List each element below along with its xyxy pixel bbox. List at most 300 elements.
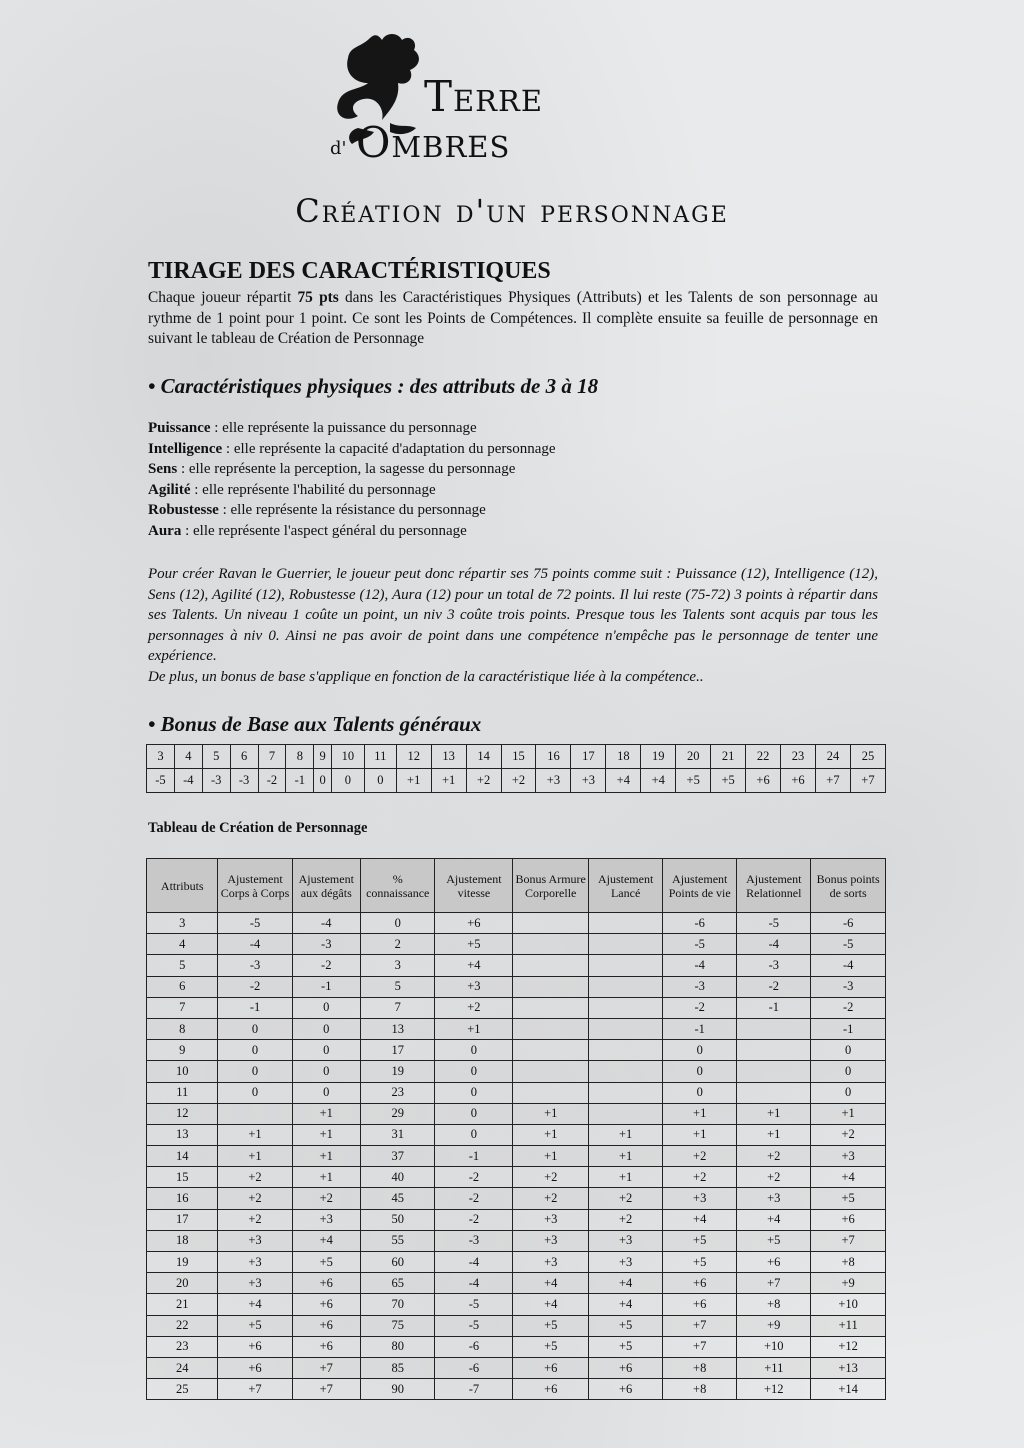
table-cell: +2	[218, 1167, 292, 1188]
bonus-score-cell: 17	[571, 745, 606, 769]
attribute-score-cell: 23	[147, 1336, 218, 1357]
table-cell: 0	[292, 1040, 360, 1061]
table-cell	[589, 1061, 663, 1082]
logo-prefix: d'	[330, 138, 347, 159]
table-cell: -2	[292, 955, 360, 976]
table-cell: +6	[292, 1315, 360, 1336]
table-cell: 7	[360, 997, 435, 1018]
table-cell: +3	[513, 1252, 589, 1273]
table-cell: +5	[292, 1252, 360, 1273]
section-heading-physical: • Caractéristiques physiques : des attributs de 3 à 18	[148, 374, 599, 398]
table-cell	[589, 976, 663, 997]
table-cell: 0	[811, 1061, 886, 1082]
table-cell: 0	[292, 1061, 360, 1082]
table-row	[147, 1336, 886, 1357]
points-total: 75 pts	[297, 289, 339, 306]
table-cell: -4	[737, 934, 811, 955]
bonus-value-cell: 0	[331, 769, 364, 793]
attribute-score-cell: 3	[147, 913, 218, 934]
table-cell: +1	[292, 1146, 360, 1167]
table-cell: +1	[218, 1124, 292, 1145]
column-header: Attributs	[147, 859, 218, 913]
table-cell: +6	[737, 1252, 811, 1273]
bonus-score-cell: 14	[466, 745, 501, 769]
bonus-score-cell: 11	[364, 745, 396, 769]
column-header: % connaissance	[360, 859, 435, 913]
table-cell: +1	[737, 1124, 811, 1145]
table-cell: +1	[513, 1124, 589, 1145]
attribute-item: Puissance : elle représente la puissance du personnage	[148, 420, 477, 436]
table-cell: -3	[435, 1230, 513, 1251]
bonus-value-cell: -3	[202, 769, 230, 793]
table-cell: +4	[513, 1273, 589, 1294]
table-cell: +1	[513, 1103, 589, 1124]
table-cell: 5	[360, 976, 435, 997]
table-cell: 31	[360, 1124, 435, 1145]
table-cell: +5	[737, 1230, 811, 1251]
bonus-value-cell: +2	[501, 769, 536, 793]
attribute-score-cell: 16	[147, 1188, 218, 1209]
table-cell: +3	[811, 1146, 886, 1167]
table-cell: +4	[292, 1230, 360, 1251]
table-cell: +14	[811, 1379, 886, 1400]
table-cell: +3	[663, 1188, 737, 1209]
attribute-score-cell: 18	[147, 1230, 218, 1251]
table-cell: +1	[589, 1167, 663, 1188]
table-cell: +6	[292, 1273, 360, 1294]
table-cell: +6	[589, 1379, 663, 1400]
example-paragraph: Pour créer Ravan le Guerrier, le joueur peut donc répartir ses 75 points comme suit : Puissance (12), Intelligence (12), Sens (12), Agilité (12), Robustesse (12), Aura (12) pour un total de 72 points. Il lui reste (75-72) 3 points à répartir dans ses Talents. Un niveau 1 coûte un point, un niv 3 coûte trois points. Presque tous les Talents sont acquis par tous les personnages à niv 0. Ainsi ne pas avoir de point dans une compétence n'empêche pas le personnage de tenter une expérience. De plus, un bonus de base s'applique en fonction de la caractéristique liée à la compétence..	[148, 566, 878, 685]
bonus-value-cell: 0	[314, 769, 332, 793]
table-cell	[513, 976, 589, 997]
table-cell: 17	[360, 1040, 435, 1061]
table-cell: -6	[435, 1336, 513, 1357]
table-cell: +4	[513, 1294, 589, 1315]
table-cell: 0	[218, 1061, 292, 1082]
attribute-score-cell: 15	[147, 1167, 218, 1188]
table-cell: +1	[218, 1146, 292, 1167]
table-cell: 70	[360, 1294, 435, 1315]
table-cell: +4	[218, 1294, 292, 1315]
table-cell: +5	[589, 1315, 663, 1336]
attribute-score-cell: 14	[147, 1146, 218, 1167]
table-cell: +4	[663, 1209, 737, 1230]
bonus-score-cell: 16	[536, 745, 571, 769]
table-cell: +12	[811, 1336, 886, 1357]
table-cell: +1	[811, 1103, 886, 1124]
table-cell: +5	[663, 1230, 737, 1251]
table-cell	[218, 1103, 292, 1124]
bonus-scores-row	[147, 745, 886, 769]
table-cell: 0	[360, 913, 435, 934]
table-cell: +6	[589, 1357, 663, 1378]
table-row	[147, 913, 886, 934]
table-cell: +5	[218, 1315, 292, 1336]
table-cell: -7	[435, 1379, 513, 1400]
table-row	[147, 1167, 886, 1188]
bonus-score-cell: 20	[676, 745, 711, 769]
bonus-score-cell: 12	[396, 745, 431, 769]
table-cell: +1	[589, 1124, 663, 1145]
table-cell: 0	[292, 1082, 360, 1103]
table-cell: -3	[811, 976, 886, 997]
table-cell: 23	[360, 1082, 435, 1103]
table-cell: +8	[663, 1357, 737, 1378]
table-cell: -1	[737, 997, 811, 1018]
table-cell: +1	[292, 1124, 360, 1145]
table-row	[147, 934, 886, 955]
table-cell	[589, 1103, 663, 1124]
table-cell: +2	[435, 997, 513, 1018]
table-cell: -6	[811, 913, 886, 934]
table-cell: -2	[811, 997, 886, 1018]
page-title: Création d'un personnage	[295, 192, 729, 230]
bonus-score-cell: 13	[431, 745, 466, 769]
attribute-score-cell: 9	[147, 1040, 218, 1061]
bonus-value-cell: +6	[746, 769, 781, 793]
table-cell: -1	[218, 997, 292, 1018]
column-header: Ajustement vitesse	[435, 859, 513, 913]
table-cell: +1	[292, 1103, 360, 1124]
bonus-score-cell: 10	[331, 745, 364, 769]
table-cell: -5	[435, 1294, 513, 1315]
column-header: Ajustement Corps à Corps	[218, 859, 292, 913]
column-header: Bonus Armure Corporelle	[513, 859, 589, 913]
table-cell: +4	[435, 955, 513, 976]
table-cell: +2	[292, 1188, 360, 1209]
table-cell: +5	[513, 1336, 589, 1357]
column-header: Ajustement Relationnel	[737, 859, 811, 913]
table-cell: +9	[737, 1315, 811, 1336]
table-cell: +4	[737, 1209, 811, 1230]
table-cell: -4	[218, 934, 292, 955]
table-cell: -2	[435, 1209, 513, 1230]
table-cell: +1	[663, 1124, 737, 1145]
table-cell	[513, 934, 589, 955]
table-cell	[737, 1082, 811, 1103]
bonus-score-cell: 9	[314, 745, 332, 769]
table-cell: 40	[360, 1167, 435, 1188]
table-cell: +9	[811, 1273, 886, 1294]
table-cell: +4	[811, 1167, 886, 1188]
bonus-score-cell: 22	[746, 745, 781, 769]
table-cell: +7	[292, 1379, 360, 1400]
table-cell: -2	[435, 1167, 513, 1188]
table-cell: 29	[360, 1103, 435, 1124]
bonus-value-cell: +7	[815, 769, 850, 793]
table-cell: -4	[811, 955, 886, 976]
table-cell: 0	[218, 1018, 292, 1039]
table-row	[147, 1209, 886, 1230]
table-row	[147, 1315, 886, 1336]
attribute-item: Sens : elle représente la perception, la sagesse du personnage	[148, 461, 516, 478]
bonus-value-cell: -1	[286, 769, 314, 793]
attribute-score-cell: 11	[147, 1082, 218, 1103]
table-cell: 0	[435, 1040, 513, 1061]
table-cell: +6	[513, 1357, 589, 1378]
table-row	[147, 1018, 886, 1039]
table-cell: +6	[218, 1357, 292, 1378]
bonus-score-cell: 18	[606, 745, 641, 769]
table-cell: -5	[218, 913, 292, 934]
table-cell	[513, 955, 589, 976]
attribute-score-cell: 21	[147, 1294, 218, 1315]
attribute-list	[148, 418, 878, 542]
bonus-score-cell: 7	[258, 745, 286, 769]
table-cell: +2	[218, 1209, 292, 1230]
table-cell: -3	[737, 955, 811, 976]
bonus-value-cell: +2	[466, 769, 501, 793]
table-cell: +7	[737, 1273, 811, 1294]
table-cell: 65	[360, 1273, 435, 1294]
table-row	[147, 1273, 886, 1294]
table-cell: +2	[218, 1188, 292, 1209]
table-cell	[589, 934, 663, 955]
table-cell: +11	[811, 1315, 886, 1336]
bonus-score-cell: 19	[641, 745, 676, 769]
table-cell: +7	[663, 1336, 737, 1357]
bonus-value-cell: -4	[174, 769, 202, 793]
table-cell: 37	[360, 1146, 435, 1167]
table-cell: +2	[589, 1209, 663, 1230]
table-row	[147, 1252, 886, 1273]
table-cell: +2	[513, 1188, 589, 1209]
table-cell: 0	[435, 1103, 513, 1124]
table-cell: +3	[589, 1230, 663, 1251]
creation-table	[146, 858, 886, 1400]
table-cell: -2	[663, 997, 737, 1018]
bonus-value-cell: +3	[536, 769, 571, 793]
section-heading-bonus: • Bonus de Base aux Talents généraux	[148, 712, 482, 736]
bonus-value-cell: +5	[676, 769, 711, 793]
table-cell: +3	[435, 976, 513, 997]
bonus-value-cell: +4	[606, 769, 641, 793]
table-row	[147, 1294, 886, 1315]
table-cell: 55	[360, 1230, 435, 1251]
bonus-value-cell: 0	[364, 769, 396, 793]
bonus-score-cell: 21	[711, 745, 746, 769]
table-cell	[589, 1040, 663, 1061]
table-cell: 75	[360, 1315, 435, 1336]
bonus-score-cell: 25	[850, 745, 885, 769]
table-cell: -4	[292, 913, 360, 934]
table-cell: -3	[663, 976, 737, 997]
logo-title-line2: Ombres	[356, 118, 511, 167]
table-cell	[513, 1082, 589, 1103]
attribute-score-cell: 13	[147, 1124, 218, 1145]
bonus-value-cell: +3	[571, 769, 606, 793]
table-cell: +10	[811, 1294, 886, 1315]
table-cell: 0	[292, 997, 360, 1018]
table-cell: 3	[360, 955, 435, 976]
bonus-value-cell: -5	[147, 769, 175, 793]
table-cell: -1	[811, 1018, 886, 1039]
table-row	[147, 1357, 886, 1378]
table-cell: -2	[435, 1188, 513, 1209]
table-cell: -4	[663, 955, 737, 976]
table-cell: 60	[360, 1252, 435, 1273]
table-cell: -4	[435, 1273, 513, 1294]
bonus-score-cell: 5	[202, 745, 230, 769]
table-cell: 0	[663, 1082, 737, 1103]
table-cell	[589, 997, 663, 1018]
logo-title-line1: Terre	[424, 72, 544, 121]
section-heading-tirage: TIRAGE DES CARACTÉRISTIQUES	[148, 258, 551, 284]
table-cell	[737, 1061, 811, 1082]
table-cell	[513, 1061, 589, 1082]
attribute-item: Aura : elle représente l'aspect général du personnage	[148, 522, 467, 539]
table-cell: -3	[292, 934, 360, 955]
attribute-score-cell: 12	[147, 1103, 218, 1124]
table-cell	[513, 913, 589, 934]
table-cell: 0	[811, 1082, 886, 1103]
table-cell	[589, 913, 663, 934]
bonus-value-cell: +1	[396, 769, 431, 793]
table-cell: 0	[435, 1061, 513, 1082]
table-cell	[589, 1082, 663, 1103]
table-cell: +2	[663, 1167, 737, 1188]
table-cell: +10	[737, 1336, 811, 1357]
bonus-value-cell: +5	[711, 769, 746, 793]
bonus-value-cell: -2	[258, 769, 286, 793]
table-cell: +5	[811, 1188, 886, 1209]
attribute-score-cell: 24	[147, 1357, 218, 1378]
table-cell: +1	[663, 1103, 737, 1124]
table-cell: +6	[663, 1273, 737, 1294]
attribute-score-cell: 22	[147, 1315, 218, 1336]
table-cell	[737, 1018, 811, 1039]
column-header: Ajustement Lancé	[589, 859, 663, 913]
bonus-values-row	[147, 769, 886, 793]
table-cell: +2	[737, 1167, 811, 1188]
bonus-value-cell: +1	[431, 769, 466, 793]
table-cell: +4	[589, 1294, 663, 1315]
bonus-score-cell: 6	[230, 745, 258, 769]
table-cell: +1	[737, 1103, 811, 1124]
table-cell: 0	[435, 1082, 513, 1103]
table-cell: +3	[218, 1273, 292, 1294]
table-cell: -1	[435, 1146, 513, 1167]
table-cell: +5	[663, 1252, 737, 1273]
table-row	[147, 1124, 886, 1145]
table-cell: -5	[663, 934, 737, 955]
table-cell: -5	[811, 934, 886, 955]
table-cell: -2	[218, 976, 292, 997]
bonus-score-cell: 8	[286, 745, 314, 769]
table-cell: +6	[292, 1294, 360, 1315]
table-cell: +7	[218, 1379, 292, 1400]
table-cell: 0	[292, 1018, 360, 1039]
table-cell: +7	[811, 1230, 886, 1251]
table-cell	[513, 1040, 589, 1061]
table-cell: +7	[292, 1357, 360, 1378]
table-cell: 0	[663, 1061, 737, 1082]
table-cell: +2	[513, 1167, 589, 1188]
table-cell: -3	[218, 955, 292, 976]
table-cell: +8	[737, 1294, 811, 1315]
table-cell: +2	[737, 1146, 811, 1167]
attribute-score-cell: 8	[147, 1018, 218, 1039]
creation-header-row	[147, 859, 886, 913]
table-row	[147, 955, 886, 976]
intro-paragraph: Chaque joueur répartit 75 pts dans les Caractéristiques Physiques (Attributs) et les Talents de son personnage au rythme de 1 point pour 1 point. Ce sont les Points de Compétences. Il complète ensuite sa feuille de personnage en suivant le tableau de Création de Personnage	[148, 289, 878, 347]
attribute-score-cell: 7	[147, 997, 218, 1018]
table-cell: +1	[513, 1146, 589, 1167]
table-cell: +3	[218, 1252, 292, 1273]
table-cell: 0	[218, 1040, 292, 1061]
table-cell: -6	[435, 1357, 513, 1378]
bonus-score-cell: 24	[815, 745, 850, 769]
table-row	[147, 997, 886, 1018]
table-cell: 90	[360, 1379, 435, 1400]
column-header: Ajustement aux dégâts	[292, 859, 360, 913]
table-cell: +11	[737, 1357, 811, 1378]
table-cell: +6	[218, 1336, 292, 1357]
table-cell: 13	[360, 1018, 435, 1039]
table-cell: +12	[737, 1379, 811, 1400]
attribute-score-cell: 25	[147, 1379, 218, 1400]
bonus-score-cell: 4	[174, 745, 202, 769]
table-cell: -5	[435, 1315, 513, 1336]
bonus-score-cell: 15	[501, 745, 536, 769]
table-cell: +6	[663, 1294, 737, 1315]
table-cell: +3	[589, 1252, 663, 1273]
table-cell: -1	[663, 1018, 737, 1039]
table-cell: -6	[663, 913, 737, 934]
table-cell: -4	[435, 1252, 513, 1273]
table-cell: +4	[589, 1273, 663, 1294]
creation-table-caption: Tableau de Création de Personnage	[148, 820, 368, 836]
table-row	[147, 1082, 886, 1103]
column-header: Bonus points de sorts	[811, 859, 886, 913]
attribute-item: Robustesse : elle représente la résistance du personnage	[148, 502, 486, 519]
bonus-value-cell: -3	[230, 769, 258, 793]
table-cell: 80	[360, 1336, 435, 1357]
bonus-score-cell: 23	[781, 745, 816, 769]
table-cell: +5	[513, 1315, 589, 1336]
bonus-value-cell: +7	[850, 769, 885, 793]
table-cell: +7	[663, 1315, 737, 1336]
bonus-value-cell: +4	[641, 769, 676, 793]
table-cell: +2	[811, 1124, 886, 1145]
attribute-item: Intelligence : elle représente la capacité d'adaptation du personnage	[148, 440, 556, 457]
table-cell	[513, 1018, 589, 1039]
table-cell: -5	[737, 913, 811, 934]
table-cell: +3	[218, 1230, 292, 1251]
table-cell	[513, 997, 589, 1018]
table-row	[147, 1188, 886, 1209]
table-cell: 45	[360, 1188, 435, 1209]
table-cell: +1	[292, 1167, 360, 1188]
attribute-score-cell: 17	[147, 1209, 218, 1230]
table-row	[147, 1103, 886, 1124]
table-cell	[737, 1040, 811, 1061]
table-cell: 50	[360, 1209, 435, 1230]
table-cell: +8	[811, 1252, 886, 1273]
table-cell: +8	[663, 1379, 737, 1400]
table-cell: +3	[737, 1188, 811, 1209]
column-header: Ajustement Points de vie	[663, 859, 737, 913]
attribute-score-cell: 4	[147, 934, 218, 955]
table-cell: 0	[663, 1040, 737, 1061]
table-cell: +2	[663, 1146, 737, 1167]
bonus-score-cell: 3	[147, 745, 175, 769]
table-row	[147, 1146, 886, 1167]
attribute-score-cell: 19	[147, 1252, 218, 1273]
table-cell: 2	[360, 934, 435, 955]
table-cell: +3	[292, 1209, 360, 1230]
table-cell: +1	[435, 1018, 513, 1039]
